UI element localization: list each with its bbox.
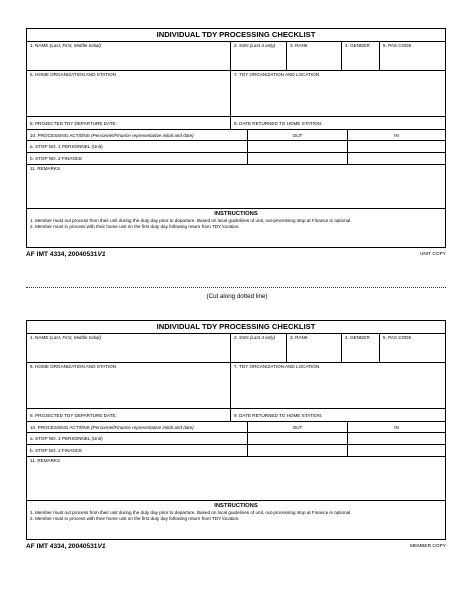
- stop-personnel-row: [27, 433, 445, 445]
- unit-copy: [26, 28, 446, 258]
- home-organization-field[interactable]: 6. HOME ORGANIZATION AND STATION: [27, 363, 231, 408]
- return-date-field[interactable]: 9. DATE RETURNED TO HOME STATION:: [234, 413, 323, 418]
- form-number: AF IMT 4334, 20040531V1: [26, 543, 106, 550]
- remarks-row: [27, 165, 445, 209]
- actions-header-row: [27, 130, 445, 141]
- stop-finance-label: b. STOP NO. 2 FINANCE: [27, 153, 248, 164]
- remarks-row: [27, 457, 445, 501]
- remarks-field[interactable]: 11. REMARKS: [30, 166, 61, 171]
- instructions-list: [27, 218, 445, 230]
- out-column-header: OUT: [248, 130, 348, 140]
- form-number: AF IMT 4334, 20040531V1: [26, 251, 106, 258]
- organization-row: [27, 363, 445, 409]
- remarks-field[interactable]: 11. REMARKS: [30, 458, 61, 463]
- member-copy-label: MEMBER COPY: [410, 544, 446, 549]
- finance-out-field[interactable]: [248, 445, 348, 456]
- out-column-header: OUT: [248, 422, 348, 432]
- rank-field[interactable]: 3. RANK: [287, 42, 342, 70]
- personnel-in-field[interactable]: [348, 141, 445, 152]
- stop-personnel-label: a. STOP NO. 1 PERSONNEL (Unit): [27, 141, 248, 152]
- personnel-out-field[interactable]: [248, 141, 348, 152]
- member-copy: [26, 320, 446, 550]
- form-title: INDIVIDUAL TDY PROCESSING CHECKLIST: [27, 29, 445, 42]
- instructions-section: [27, 209, 445, 247]
- instruction-1: 1. Member must out process from their unit during the duty day prior to departure. Based on local guidelines of unit, out-processing stop at Finance is optional.: [30, 218, 352, 223]
- stop-finance-row: [27, 153, 445, 165]
- processing-actions-label: 10. PROCESSING ACTIONS (Personnel/Finance representative initial and date): [27, 130, 248, 140]
- processing-actions-label: 10. PROCESSING ACTIONS (Personnel/Finance representative initial and date): [27, 422, 248, 432]
- pas-code-field[interactable]: 5. PAS CODE: [383, 43, 412, 48]
- tdy-organization-field[interactable]: 7. TDY ORGANIZATION AND LOCATION: [234, 72, 320, 77]
- name-field[interactable]: 1. NAME (Last, First, Middle Initial): [27, 334, 231, 362]
- instructions-title: INSTRUCTIONS: [214, 211, 258, 217]
- ssn-field[interactable]: 2. SSN (Last 4 only): [231, 334, 287, 362]
- tdy-organization-field[interactable]: 7. TDY ORGANIZATION AND LOCATION: [234, 364, 320, 369]
- finance-out-field[interactable]: [248, 153, 348, 164]
- departure-date-field[interactable]: 8. PROJECTED TDY DEPARTURE DATE:: [27, 409, 231, 421]
- instructions-section: [27, 501, 445, 539]
- personnel-in-field[interactable]: [348, 433, 445, 444]
- rank-field[interactable]: 3. RANK: [287, 334, 342, 362]
- name-field[interactable]: 1. NAME (Last, First, Middle Initial): [27, 42, 231, 70]
- finance-in-field[interactable]: [348, 153, 445, 164]
- instruction-2: 2. Member must in process with their home unit on the first duty day following return from TDY location.: [30, 515, 240, 521]
- return-date-field[interactable]: 9. DATE RETURNED TO HOME STATION:: [234, 121, 323, 126]
- instructions-list: [27, 510, 445, 522]
- cut-instruction: (Cut along dotted line): [206, 293, 268, 300]
- pas-code-field[interactable]: 5. PAS CODE: [383, 335, 412, 340]
- stop-finance-row: [27, 445, 445, 457]
- organization-row: [27, 71, 445, 117]
- instruction-2: 2. Member must in process with their home unit on the first duty day following return from TDY location.: [30, 223, 240, 229]
- instructions-title: INSTRUCTIONS: [214, 503, 258, 509]
- actions-header-row: [27, 422, 445, 433]
- dates-row: [27, 117, 445, 130]
- departure-date-field[interactable]: 8. PROJECTED TDY DEPARTURE DATE:: [27, 117, 231, 129]
- gender-field[interactable]: 4. GENDER: [342, 334, 380, 362]
- in-column-header: IN: [394, 133, 399, 138]
- checklist-form: [26, 320, 446, 540]
- stop-finance-label: b. STOP NO. 2 FINANCE: [27, 445, 248, 456]
- personnel-out-field[interactable]: [248, 433, 348, 444]
- instruction-1: 1. Member must out process from their unit during the duty day prior to departure. Based on local guidelines of unit, out-processing stop at Finance is optional.: [30, 510, 352, 515]
- unit-copy-label: UNIT COPY: [419, 252, 446, 257]
- form-title: INDIVIDUAL TDY PROCESSING CHECKLIST: [27, 321, 445, 334]
- cut-line: [26, 287, 446, 288]
- identity-row: [27, 42, 445, 71]
- stop-personnel-row: [27, 141, 445, 153]
- gender-field[interactable]: 4. GENDER: [342, 42, 380, 70]
- home-organization-field[interactable]: 6. HOME ORGANIZATION AND STATION: [27, 71, 231, 116]
- dates-row: [27, 409, 445, 422]
- ssn-field[interactable]: 2. SSN (Last 4 only): [231, 42, 287, 70]
- checklist-form: [26, 28, 446, 248]
- form-footer: [26, 543, 446, 550]
- stop-personnel-label: a. STOP NO. 1 PERSONNEL (Unit): [27, 433, 248, 444]
- form-footer: [26, 251, 446, 258]
- identity-row: [27, 334, 445, 363]
- in-column-header: IN: [394, 425, 399, 430]
- finance-in-field[interactable]: [348, 445, 445, 456]
